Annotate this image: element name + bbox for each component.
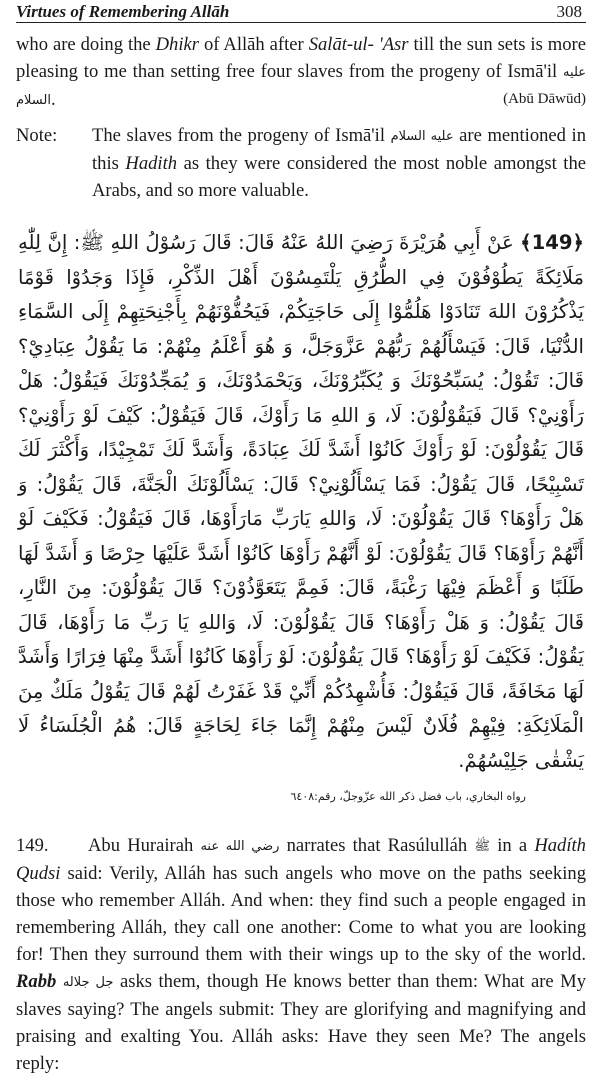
text-run: of Allāh after bbox=[199, 34, 309, 55]
header-title: Virtues of Remembering Allāh bbox=[16, 2, 230, 21]
honorific-glyph: ﷺ bbox=[474, 839, 491, 854]
arabic-body: عَنْ أَبِي هُرَيْرَةَ رَضِيَ اللهُ عَنْهُ قَالَ: قَالَ رَسُوْلُ اللهِ ﷺ: إِنَّ لِلّٰهِ مَلَائِكَةً يَطُوْفُوْنَ فِي الطُّرُقِ يَلْتَمِسُوْنَ أَهْلَ الذِّكْرِ، فَإِذَا وَجَدُوْا قَوْمًا يَذْكُرُوْنَ اللهَ تَنَادَوْا هَلُمُّوْا إِلَى حَاجَتِكُمْ، فَيَحُفُّوْنَهُمْ بِأَجْنِحَتِهِمْ إِلَى السَّمَاءِ الدُّنْيَا، قَالَ: فَيَسْأَلُهُمْ رَبُّهُمْ عَزَّوَجَلَّ، وَ هُوَ أَعْلَمُ مِنْهُمْ: مَا يَقُوْلُ عِبَادِيْ؟ قَالَ: تَقُوْلُ: يُسَبِّحُوْنَكَ وَ يُكَبِّرُوْنَكَ، وَيَحْمَدُوْنَكَ، وَ يُمَجِّدُوْنَكَ فَيَقُوْلُ: هَلْ رَأَوْنِيْ؟ قَالَ فَيَقُوْلُوْنَ: لَا، وَ اللهِ مَا رَأَوْكَ، قَالَ فَيَقُوْلُ: كَيْفَ لَوْ رَأَوْنِيْ؟ قَالَ يَقُوْلُوْنَ: لَوْ رَأَوْكَ كَانُوْا أَشَدَّ لَكَ عِبَادَةً، وَأَشَدَّ لَكَ تَمْجِيْدًا، وَأَكْثَرَ لَكَ تَسْبِيْحًا، قَالَ يَقُوْلُ: فَمَا يَسْأَلُوْنِيْ؟ قَالَ: يَسْأَلُوْنَكَ الْجَنَّةَ، قَالَ يَقُوْلُ: وَ هَلْ رَأَوْهَا؟ قَالَ يَقُوْلُوْنَ: لَا، وَاللهِ يَارَبِّ مَارَأَوْهَا، قَالَ فَيَقُوْلُ: فَكَيْفَ لَوْ أَنَّهُمْ رَأَوْهَا؟ قَالَ يَقُوْلُوْنَ: لَوْ أَنَّهُمْ رَأَوْهَا كَانُوْا أَشَدَّ عَلَيْهَا حِرْصًا وَ أَشَدَّ لَهَا طَلَبًا وَ أَعْظَمَ فِيْهَا رَغْبَةً، قَالَ: فَمِمَّ يَتَعَوَّذُوْنَ؟ قَالَ يَقُوْلُوْنَ: مِنَ النَّارِ، قَالَ يَقُوْلُ: وَ هَلْ رَأَوْهَا؟ قَالَ يَقُوْلُوْنَ: لَا، وَاللهِ يَا رَبِّ مَا رَأَوْهَا، قَالَ يَقُوْلُ: فَكَيْفَ لَوْ رَأَوْهَا؟ قَالَ يَقُوْلُوْنَ: لَوْ رَأَوْهَا كَانُوْا أَشَدَّ مِنْهَا فِرَارًا وَأَشَدَّ لَهَا مَخَافَةً، قَالَ فَيَقُوْلُ: فَأُشْهِدُكُمْ أَنِّيْ قَدْ غَفَرْتُ لَهُمْ قَالَ يَقُوْلُ مَلَكٌ مِنَ الْمَلَائِكَةِ: فِيْهِمْ فُلَانٌ لَيْسَ مِنْهُمْ إِنَّمَا جَاءَ لِحَاجَةٍ قَالَ: هُمُ الْجُلَسَاءُ لَا يَشْقٰى جَلِيْسُهُمْ. bbox=[18, 231, 584, 772]
term-rabb: Rabb bbox=[16, 971, 57, 992]
text-run: said: Verily, Alláh has such angels who move on the paths seeking those who remember Alláh. And when: they find such a people engaged in remembering Alláh, they call one another: Come to what you are looking for! Then they surround them with their wings up to the sky of the world. bbox=[16, 863, 586, 965]
running-header bbox=[16, 0, 586, 23]
term-dhikr: Dhikr bbox=[155, 34, 200, 55]
term-hadith-qudsi: Hadíth Qudsi bbox=[16, 835, 586, 884]
honorific-glyph: عليه السلام bbox=[390, 129, 454, 144]
hadith-number: 149. bbox=[16, 835, 49, 856]
note-block bbox=[16, 122, 586, 204]
note-text bbox=[92, 122, 586, 204]
text-run: who are doing the bbox=[16, 34, 156, 55]
text-run: The slaves from the progeny of Ismā'il bbox=[92, 125, 391, 146]
text-run: in a bbox=[490, 835, 535, 856]
citation: (Abū Dāwūd) bbox=[503, 91, 586, 107]
term-salat-ul-asr: Salāt-ul- 'Asr bbox=[308, 34, 409, 55]
text-run: are mentioned in this bbox=[92, 125, 587, 174]
page-number: 308 bbox=[556, 2, 582, 21]
honorific-glyph: عليه السلام bbox=[16, 65, 586, 108]
text-run: narrates that Rasúlulláh bbox=[279, 835, 475, 856]
text-run: as they were considered the most noble amongst the Arabs, and so more valuable. bbox=[92, 153, 586, 201]
hadith-source: رواه البخاري، باب فضل ذكر الله عزّوجلّ، رقم:٦٤٠٨ bbox=[290, 790, 526, 803]
text-run: Abu Hurairah bbox=[88, 835, 201, 856]
term-hadith: Hadith bbox=[125, 153, 178, 174]
honorific-glyph: جل جلاله bbox=[62, 975, 114, 990]
arabic-hadith-text bbox=[16, 226, 586, 778]
note-label: Note: bbox=[16, 125, 58, 146]
text-run: till the sun sets is more pleasing to me than setting free four slaves from the progeny of Ismā'il bbox=[16, 34, 586, 82]
hadith-number-arabic: ﴿149﴾ bbox=[520, 231, 584, 254]
paragraph-continuation bbox=[16, 31, 586, 114]
text-run: . bbox=[50, 89, 56, 110]
translation-paragraph bbox=[16, 832, 586, 1077]
honorific-glyph: رضي الله عنه bbox=[200, 839, 280, 854]
text-run: asks them, though He knows better than them: What are My slaves saying? The angels submit: They are glorifying and magnifying and praising and exalting You. Alláh asks: Have they seen Me? The angels reply: bbox=[16, 971, 586, 1074]
